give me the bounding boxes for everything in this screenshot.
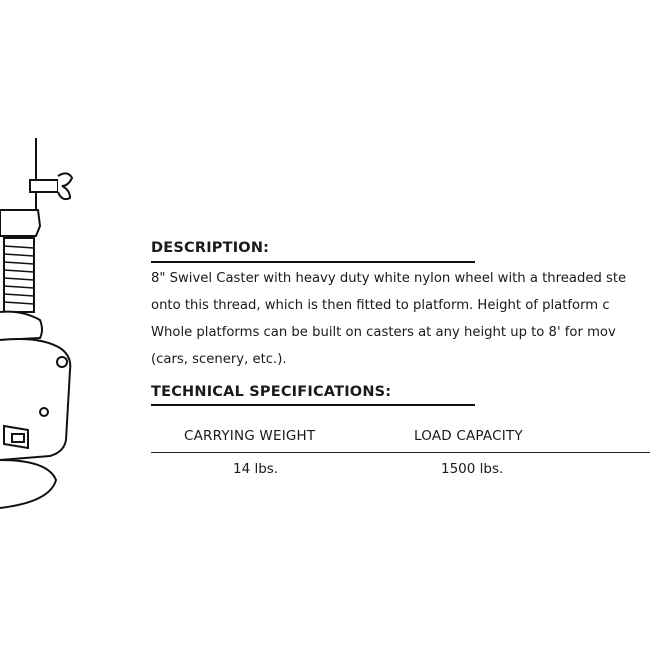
description-body [151, 265, 650, 373]
specifications-heading: TECHNICAL SPECIFICATIONS: [151, 384, 392, 400]
description-line: Whole platforms can be built on casters at any height up to 8' for mov [151, 325, 616, 340]
description-heading: DESCRIPTION: [151, 240, 270, 256]
swivel-caster-illustration [0, 130, 90, 520]
carrying-weight-column-header: CARRYING WEIGHT [184, 428, 316, 444]
description-heading-rule [151, 261, 475, 263]
description-line: (cars, scenery, etc.). [151, 352, 287, 367]
load-capacity-column-header: LOAD CAPACITY [414, 428, 523, 444]
specifications-heading-rule [151, 404, 475, 406]
load-capacity-value: 1500 lbs. [441, 461, 504, 477]
description-line: onto this thread, which is then fitted to platform. Height of platform c [151, 298, 610, 313]
table-divider [151, 452, 650, 453]
description-line: 8" Swivel Caster with heavy duty white nylon wheel with a threaded ste [151, 271, 627, 286]
carrying-weight-value: 14 lbs. [233, 461, 279, 477]
